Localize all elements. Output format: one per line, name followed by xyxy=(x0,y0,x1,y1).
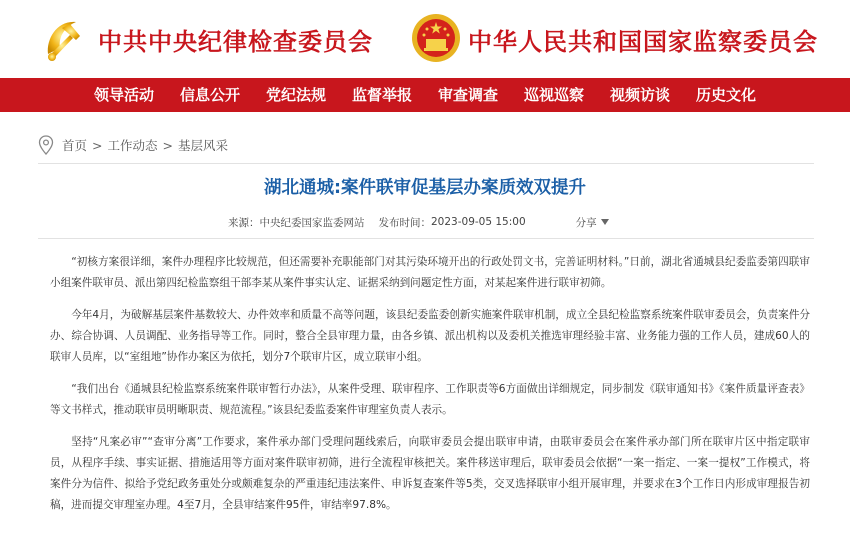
paragraph: 坚持“凡案必审”“查审分离”工作要求，案件承办部门受理问题线索后，向联审委员会提出联审申请，由联审委员会在案件承办部门所在联审片区中指定联审员，从程序手续、事实证据、措施适用等方面对案件联审初筛，进行全流程审核把关。案件移送审理后，联审委员会依据“一案一指定、一案一提权”工作模式，将案件分为信件、拟给予党纪政务重处分或颇难复杂的严重违纪违法案件、申诉复查案件等5类，交叉选择联审小组开展审理，并要求在3个工作日内形成审理报告初稿，进而提交审理室办理。4至7月，全县审结案件95件，审结率97.8%。 xyxy=(50,436,810,511)
main-nav xyxy=(0,78,850,112)
national-emblem-icon xyxy=(410,12,462,64)
nav-item-leadership[interactable]: 领导活动 xyxy=(93,86,154,104)
party-emblem-icon xyxy=(40,14,90,64)
meta-divider xyxy=(38,238,814,239)
source-label: 来源： xyxy=(228,216,260,229)
breadcrumb-work-news[interactable]: 工作动态 xyxy=(107,138,158,153)
nav-item-disclosure[interactable]: 信息公开 xyxy=(179,86,240,104)
breadcrumb-home[interactable]: 首页 xyxy=(62,138,88,153)
nav-item-regulations[interactable]: 党纪法规 xyxy=(265,86,326,104)
nav-list xyxy=(81,78,769,112)
breadcrumb-grassroots[interactable]: 基层风采 xyxy=(178,138,229,153)
ccdi-name[interactable]: 中共中央纪律检查委员会 xyxy=(98,27,373,56)
location-pin-icon xyxy=(38,135,54,155)
share-button[interactable] xyxy=(576,215,609,230)
paragraph: 今年4月，为破解基层案件基数较大、办件效率和质量不高等问题，该县纪委监委创新实施案件联审机制，成立全县纪检监察系统案件联审委员会，负责案件分办、综合协调、人员调配、业务指导等工作。同时，整合全县审理力量，由各乡镇、派出机构以及委机关推选审理经验丰富、业务能力强的工作人员，建成60人的联审人员库，以“室组地”协作办案区为依托，划分7个联审片区，成立联审小组。 xyxy=(50,309,810,363)
breadcrumb xyxy=(38,134,228,156)
nav-item-report[interactable]: 监督举报 xyxy=(351,86,412,104)
nav-item-video[interactable]: 视频访谈 xyxy=(610,86,671,104)
time-label: 发布时间： xyxy=(378,216,431,229)
nav-item-inspection[interactable]: 巡视巡察 xyxy=(524,86,585,104)
source-value: 中央纪委国家监委网站 xyxy=(259,216,365,229)
paragraph: “我们出台《通城县纪检监察系统案件联审暂行办法》，从案件受理、联审程序、工作职责等6方面做出详细规定，同步制发《联审通知书》《案件质量评查表》等文书样式，推动联审员明晰职责、规范流程。”该县纪委监委案件审理室负责人表示。 xyxy=(50,383,810,416)
site-header xyxy=(0,0,850,78)
article-title: 湖北通城:案件联审促基层办案质效双提升 xyxy=(264,178,586,198)
publish-time: 2023-09-05 15:00 xyxy=(431,216,526,228)
paragraph: “初核方案很详细，案件办理程序比较规范，但还需要补充职能部门对其污染环境开出的行政处罚文书，完善证明材料。”日前，湖北省通城县纪委监委第四联审小组案件联审员、派出第四纪检监察组干部李某从案件事实认定、证据采纳到问题定性方面，对某起案件进行联审初筛。 xyxy=(50,256,810,289)
nav-item-investigation[interactable]: 审查调查 xyxy=(438,86,499,104)
breadcrumb-separator: > xyxy=(92,137,103,153)
article-meta xyxy=(228,214,609,230)
share-label: 分享 xyxy=(575,216,597,229)
breadcrumb-divider xyxy=(38,163,814,164)
nav-item-history[interactable]: 历史文化 xyxy=(696,86,757,104)
nsc-name[interactable]: 中华人民共和国国家监察委员会 xyxy=(468,27,818,56)
breadcrumb-separator: > xyxy=(162,137,173,153)
article-body xyxy=(50,252,810,527)
chevron-down-icon xyxy=(601,219,609,225)
